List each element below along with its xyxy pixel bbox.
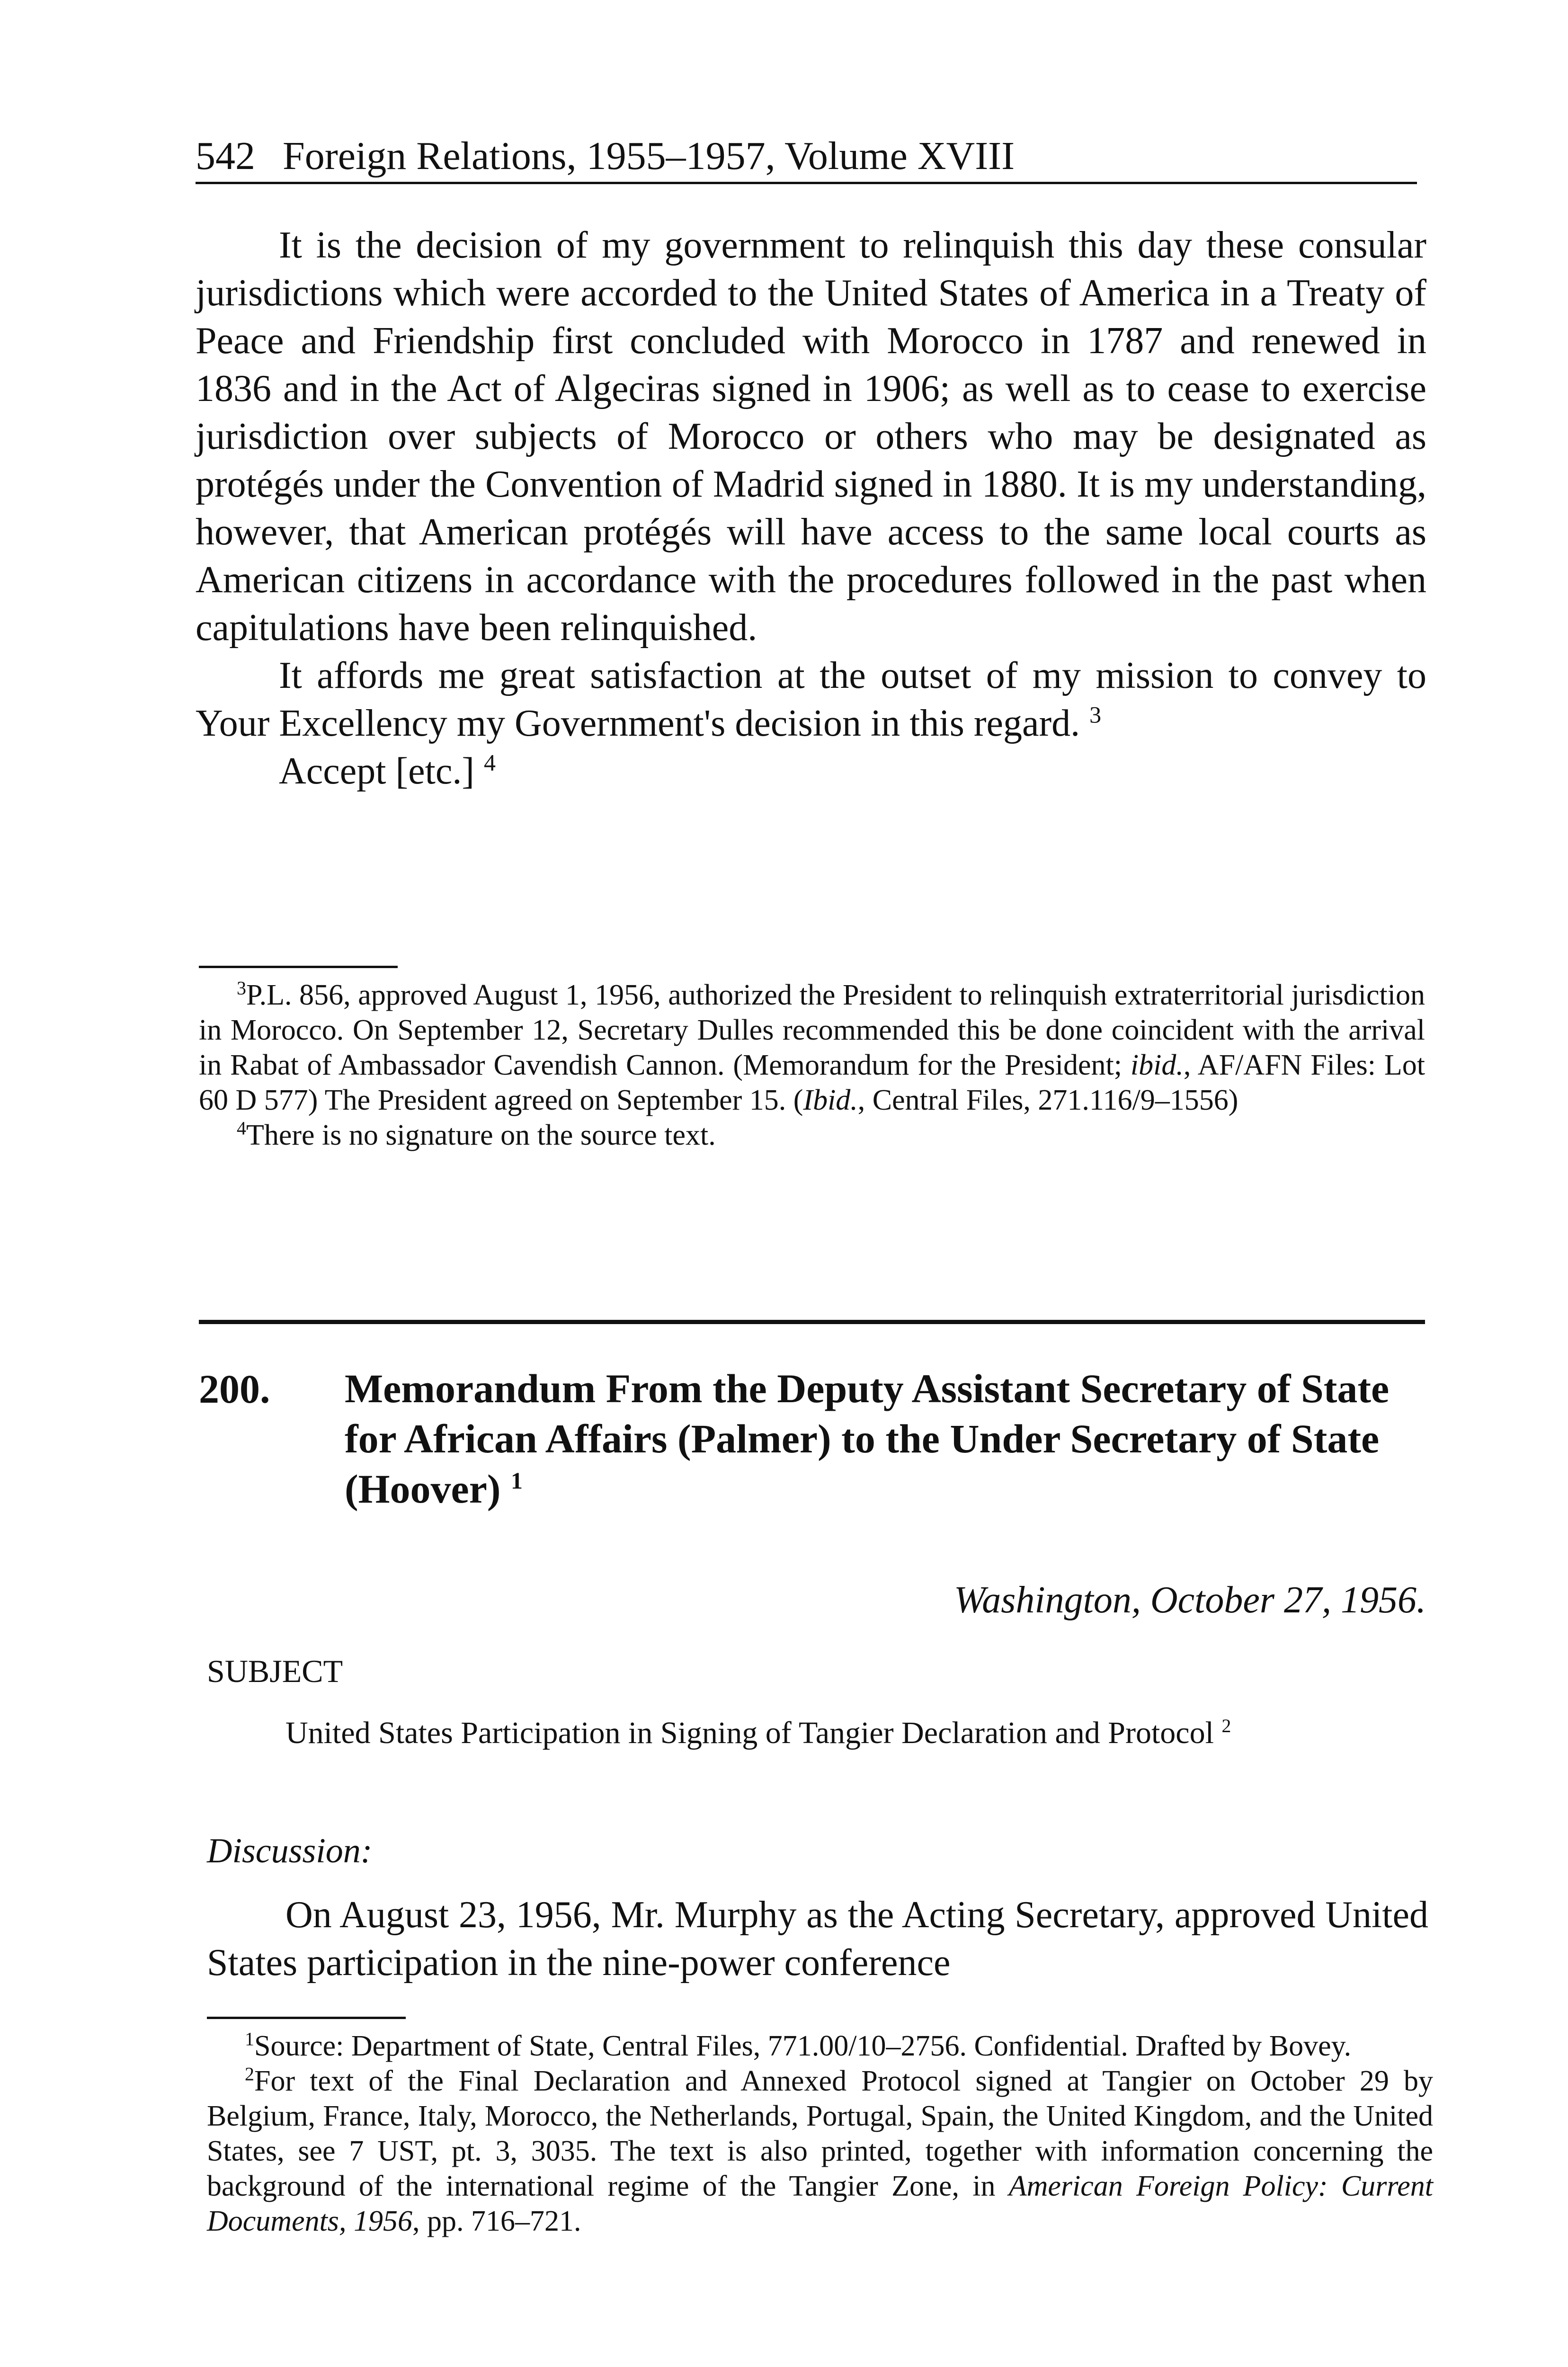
footnote-text: , pp. 716–721.: [412, 2205, 581, 2237]
letter-paragraph-text: It is the decision of my government to relinquish this day these consular jurisdictions which were accorded to the United States of America in a Treaty of Peace and Friendship first concluded with Morocco in 1787 and renewed in 1836 and in the Act of Algeciras signed in 1906; as well as to cease to exercise jurisdiction over subjects of Morocco or others who may be designated as protégés under the Convention of Madrid signed in 1880. It is my understanding, however, that American protégés will have access to the same local courts as American citizens in accordance with the procedures followed in the past when capitulations have been relinquished.: [196, 224, 1426, 649]
footnote-text: P.L. 856, approved August 1, 1956, authorized the President to relinquish extraterritorial jurisdiction in Morocco. On September 12, Secretary Dulles recommended this be done coincident with the arrival in Rabat of Ambassador Cavendish Cannon. (Memorandum for the President;: [199, 979, 1425, 1081]
document-number: 200.: [199, 1366, 270, 1412]
running-title: Foreign Relations, 1955–1957, Volume XVIII: [283, 134, 1015, 178]
footnote-reference: 3: [1089, 701, 1102, 728]
closing-text: Accept [etc.]: [279, 750, 475, 792]
letter-closing: [196, 747, 1426, 795]
discussion-paragraph: On August 23, 1956, Mr. Murphy as the Acting Secretary, approved United States participation in the nine-power conference: [207, 1894, 1428, 1984]
footnote-number: 4: [237, 1117, 246, 1139]
footnote: [207, 2064, 1433, 2239]
footnote-italic: ibid.: [1130, 1049, 1184, 1081]
footnote: [199, 978, 1425, 1118]
document-title-text: Memorandum From the Deputy Assistant Secretary of State for African Affairs (Palmer) to the Under Secretary of State (Hoover): [345, 1366, 1390, 1512]
document-title: [345, 1363, 1415, 1514]
subject-text: [285, 1714, 1318, 1753]
footnote-number: 2: [245, 2063, 254, 2085]
letter-paragraph: [196, 222, 1426, 652]
footnote-text: Source: Department of State, Central Files, 771.00/10–2756. Confidential. Drafted by Bovey.: [254, 2030, 1352, 2062]
footnote-rule: [207, 2017, 406, 2019]
letter-paragraph-text: It affords me great satisfaction at the outset of my mission to convey to Your Excellency my Government's decision in this regard.: [196, 655, 1426, 744]
footnote: [207, 2029, 1433, 2064]
footnotes-bottom: [207, 2017, 1433, 2239]
subject-text-content: United States Participation in Signing of Tangier Declaration and Protocol: [285, 1716, 1214, 1750]
footnotes-top: [199, 966, 1425, 1153]
footnote-rule: [199, 966, 398, 968]
discussion-label: Discussion:: [207, 1832, 373, 1870]
subject-label: SUBJECT: [207, 1653, 343, 1689]
footnote-text: There is no signature on the source text.: [246, 1119, 716, 1151]
footnote-reference: 2: [1221, 1715, 1231, 1736]
letter-body: [196, 222, 1426, 795]
footnote-number: 3: [237, 977, 246, 999]
section-divider: [199, 1320, 1425, 1324]
footnote-text: For text of the Final Declaration and Annexed Protocol signed at Tangier on October 29 by Belgium, France, Italy, Morocco, the Netherlands, Portugal, Spain, the United Kingdom, and the United States, see 7 UST, pt. 3, 3035. The text is also printed, together with information concerning the background of the international regime of the Tangier Zone, in: [207, 2065, 1433, 2202]
footnote-reference: 4: [484, 749, 496, 776]
dateline: Washington, October 27, 1956.: [953, 1579, 1426, 1621]
footnote-text: , AF/AFN Files: Lot 60 D 577) The President agreed on September 15. (: [199, 1049, 1425, 1116]
discussion-body: [207, 1891, 1428, 1987]
running-header: [196, 133, 1417, 184]
footnote-text: , Central Files, 271.116/9–1556): [857, 1084, 1238, 1116]
page-number: 542: [196, 134, 255, 178]
footnote: [199, 1118, 1425, 1153]
footnote-reference: 1: [511, 1467, 523, 1494]
footnote-italic: Ibid.: [803, 1084, 858, 1116]
footnote-number: 1: [245, 2028, 254, 2050]
footnote-italic: American Foreign Policy: Current Documents, 1956: [207, 2170, 1433, 2237]
letter-paragraph: [196, 652, 1426, 747]
